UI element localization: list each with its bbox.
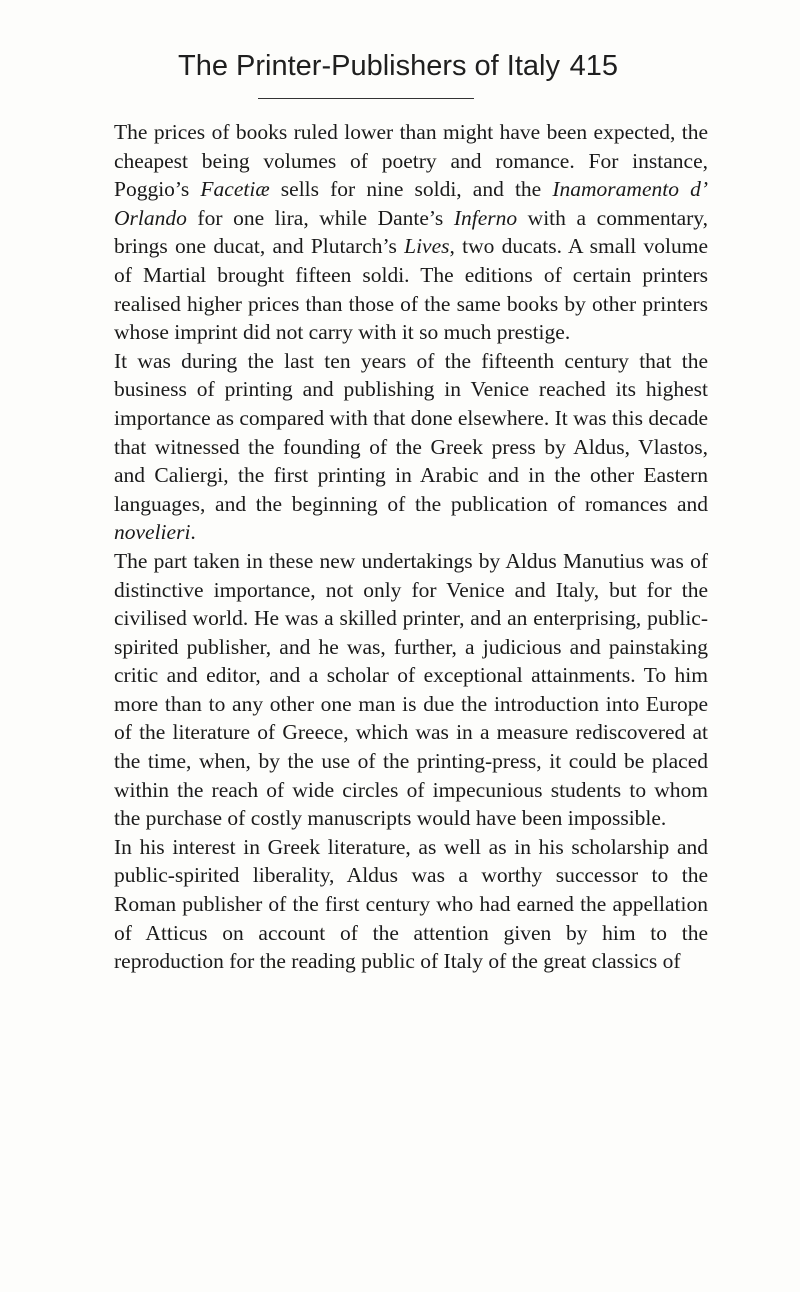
p1-s3: Inamoramento d’ Orlando xyxy=(114,177,708,230)
p1-s2: sells for nine soldi, and the xyxy=(269,177,553,202)
running-title: The Printer-Publishers of Italy xyxy=(178,50,560,82)
paragraph-2 xyxy=(96,347,708,547)
p1-s4: for one lira, while Dante’s xyxy=(186,205,454,230)
p4-s0: In his interest in Greek literature, as well as in his scholarship and public-spirited liberality, Aldus was a worthy successor to the Roman publisher of the first century who had earned the appellation of Atticus on account of the attention given by him to the reproduction for the reading public of Italy of the great classics of xyxy=(114,834,708,974)
p1-s5: Inferno xyxy=(453,205,518,230)
p2-s2: . xyxy=(190,520,196,545)
page-number: 415 xyxy=(569,50,618,82)
p2-s1: novelieri xyxy=(114,520,191,545)
p1-s0: The prices of books ruled lower than might have been expected, the cheapest being volumes of poetry and romance. For instance, Poggio’s xyxy=(114,120,708,202)
paragraph-4 xyxy=(96,833,708,976)
p1-s1: Facetiæ xyxy=(200,177,270,202)
body-text xyxy=(96,118,708,976)
header-rule xyxy=(258,98,474,99)
p3-s0: The part taken in these new undertakings by Aldus Manutius was of distinctive importance, not only for Venice and Italy, but for the civilised world. He was a skilled printer, and an enterprising, public-spirited publisher, and he was, further, a judicious and painstaking critic and editor, and a scholar of exceptional attainments. To him more than to any other one man is due the introduction into Europe of the literature of Greece, which was in a measure rediscovered at the time, when, by the use of the printing-press, it could be placed within the reach of wide circles of impecunious students to whom the purchase of costly manuscripts would have been impossible. xyxy=(114,548,708,831)
p1-s6: with a commentary, brings one ducat, and Plutarch’s xyxy=(114,205,709,259)
p1-s7: Lives xyxy=(404,234,450,259)
paragraph-3 xyxy=(96,547,708,833)
running-head xyxy=(178,44,618,88)
p2-s0: It was during the last ten years of the fifteenth century that the business of printing and publishing in Venice reached its highest importance as compared with that done elsewhere. It was this decade that witnessed the founding of the Greek press by Aldus, Vlastos, and Caliergi, the first printing in Arabic and in the other Eastern languages, and the beginning of the publication of romances and xyxy=(114,348,709,516)
p1-s8: , two ducats. A small volume of Martial brought fifteen soldi. The editions of certain printers realised higher prices than those of the same books by other printers whose imprint did not carry with it so much prestige. xyxy=(114,234,708,345)
paragraph-1 xyxy=(96,118,708,347)
